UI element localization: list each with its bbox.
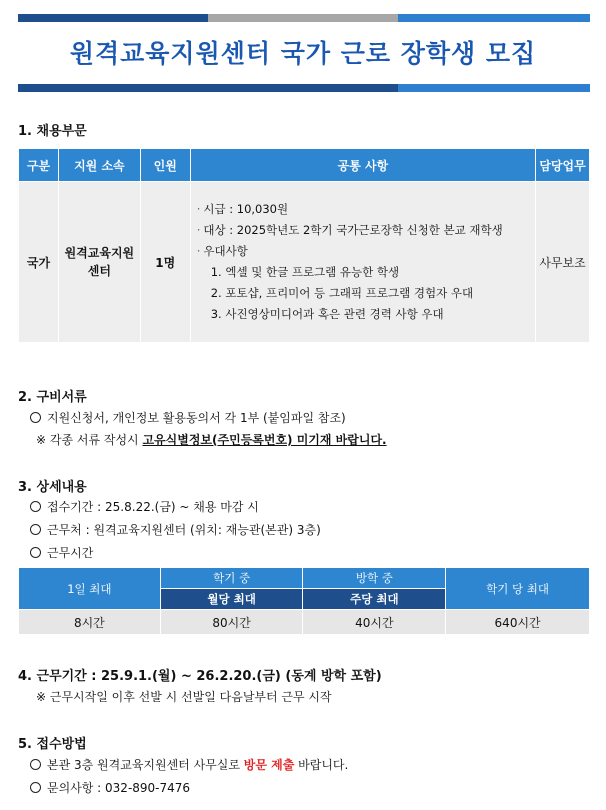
subheader-weekly-max: 주당 최대	[303, 589, 446, 610]
section-heading-recruit: 1. 채용부문	[18, 124, 87, 139]
bar-segment-blue	[398, 84, 590, 92]
circle-bullet-icon	[30, 547, 41, 558]
detail-prefs: · 우대사항	[196, 244, 248, 258]
cell-weekly-max: 40시간	[303, 610, 446, 635]
hours-table	[18, 567, 590, 635]
detail-wage: · 시급 : 10,030원	[196, 202, 289, 216]
circle-bullet-icon	[30, 524, 41, 535]
top-decor-bar	[18, 14, 590, 22]
col-header-type: 구분	[19, 149, 59, 182]
cell-common	[190, 182, 535, 343]
page-title: 원격교육지원센터 국가 근로 장학생 모집	[69, 39, 537, 68]
bar-segment-navy	[18, 14, 208, 22]
detail-location: 근무처 : 원격교육지원센터 (위치: 재능관(본관) 3층)	[30, 521, 321, 538]
recruit-table	[18, 148, 590, 343]
col-header-count: 인원	[140, 149, 190, 182]
circle-bullet-icon	[30, 501, 41, 512]
section-heading-apply: 5. 접수방법	[18, 737, 87, 752]
table-row	[19, 182, 590, 343]
cell-monthly-max: 80시간	[160, 610, 303, 635]
col-header-day-max: 1일 최대	[19, 568, 161, 610]
pref-item: 1. 엑셀 및 한글 프로그램 유능한 학생	[210, 265, 400, 279]
cell-duty: 사무보조	[536, 182, 590, 343]
cell-term-max: 640시간	[446, 610, 590, 635]
bar-segment-navy	[18, 84, 398, 92]
docs-line: 지원신청서, 개인정보 활용동의서 각 1부 (붙임파일 참조)	[30, 409, 346, 426]
col-header-duty: 담당업무	[536, 149, 590, 182]
detail-period: 접수기간 : 25.8.22.(금) ~ 채용 마감 시	[30, 498, 259, 515]
section-heading-detail: 3. 상세내용	[18, 480, 87, 495]
circle-bullet-icon	[30, 782, 41, 793]
cell-day-max: 8시간	[19, 610, 161, 635]
col-header-common: 공통 사항	[190, 149, 535, 182]
detail-hours: 근무시간	[30, 544, 93, 561]
table-header-row	[19, 568, 590, 589]
circle-bullet-icon	[30, 759, 41, 770]
cell-dept: 원격교육지원센터	[58, 182, 140, 343]
section-heading-period: 4. 근무기간 : 25.9.1.(월) ~ 26.2.20.(금) (동계 방학 포함)	[18, 669, 382, 684]
contact-line: 문의사항 : 032-890-7476	[30, 779, 190, 796]
table-header-row	[19, 149, 590, 182]
cell-type: 국가	[19, 182, 59, 343]
pref-item: 2. 포토샵, 프리미어 등 그래픽 프로그램 경험자 우대	[210, 286, 474, 300]
detail-target: · 대상 : 2025학년도 2학기 국가근로장학 신청한 본교 재학생	[196, 223, 503, 237]
bar-segment-blue	[398, 14, 590, 22]
apply-line: 본관 3층 원격교육지원센터 사무실로 방문 제출 바랍니다.	[30, 756, 348, 773]
section-heading-docs: 2. 구비서류	[18, 390, 87, 405]
emphasis-note: 고유식별정보(주민등록번호) 미기재 바랍니다.	[142, 433, 387, 447]
col-header-vacation: 방학 중	[303, 568, 446, 589]
pref-item: 3. 사진영상미디어과 혹은 관련 경력 사항 우대	[210, 307, 444, 321]
col-header-semester: 학기 중	[160, 568, 303, 589]
title-underline-bar	[18, 84, 590, 92]
col-header-term-max: 학기 당 최대	[446, 568, 590, 610]
visit-submit-emphasis: 방문 제출	[243, 758, 295, 772]
col-header-dept: 지원 소속	[58, 149, 140, 182]
bar-segment-gray	[208, 14, 398, 22]
docs-note: ※ 각종 서류 작성시 고유식별정보(주민등록번호) 미기재 바랍니다.	[36, 433, 387, 447]
cell-count: 1명	[140, 182, 190, 343]
circle-bullet-icon	[30, 412, 41, 423]
subheader-monthly-max: 월당 최대	[160, 589, 303, 610]
table-row	[19, 610, 590, 635]
period-note: ※ 근무시작일 이후 선발 시 선발일 다음날부터 근무 시작	[36, 690, 332, 704]
